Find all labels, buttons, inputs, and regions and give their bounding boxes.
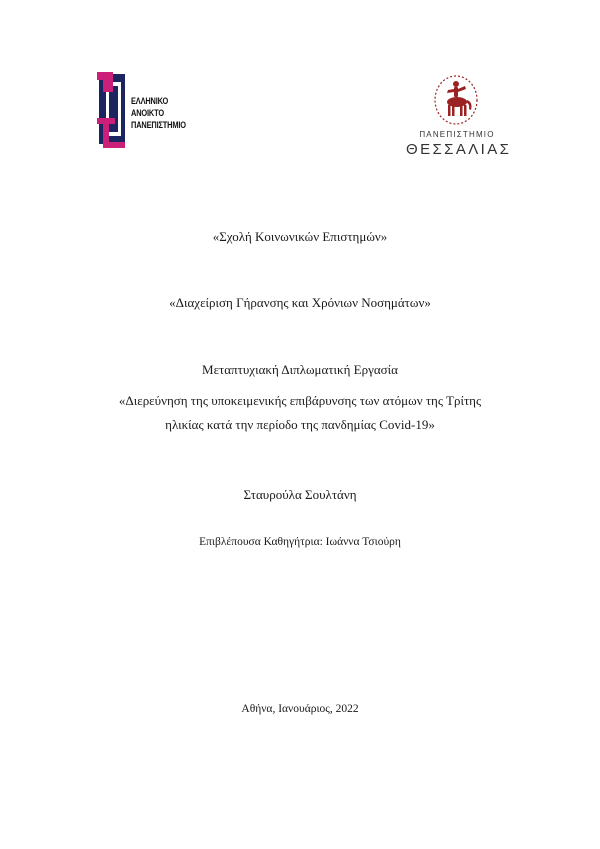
supervisor: Επιβλέπουσα Καθηγήτρια: Ιωάννα Τσιούρη [199,536,401,548]
place-date: Αθήνα, Ιανουάριος, 2022 [241,703,359,715]
thesis-type: Μεταπτυχιακή Διπλωματική Εργασία [202,362,398,377]
eap-logo-navy-bar [109,86,118,132]
eap-logo-line-2: ΑΝΟΙΚΤΟ [131,108,164,119]
uth-logo-big-text: ΘΕΣΣΑΛΙΑΣ [406,141,512,158]
eap-logo-text [131,96,186,132]
author-name: Σταυρούλα Σουλτάνη [243,487,357,502]
eap-logo-line-1: ΕΛΛΗΝΙΚΟ [131,96,169,107]
university-of-thessaly-seal-icon [430,70,482,128]
school-name: «Σχολή Κοινωνικών Επιστημών» [212,229,388,244]
program-name: «Διαχείριση Γήρανσης και Χρόνιων Νοσημάτων» [169,295,431,310]
eap-logo-line-3: ΠΑΝΕΠΙΣΤΗΜΙΟ [131,120,186,131]
thesis-title-line-1: «Διερεύνηση της υποκειμενικής επιβάρυνσης των ατόμων της Τρίτης [118,393,482,408]
thesis-title-line-2: ηλικίας κατά την περίοδο της πανδημίας Covid-19» [165,417,435,432]
uth-logo-small-text: ΠΑΝΕΠΙΣΤΗΜΙΟ [419,130,495,139]
